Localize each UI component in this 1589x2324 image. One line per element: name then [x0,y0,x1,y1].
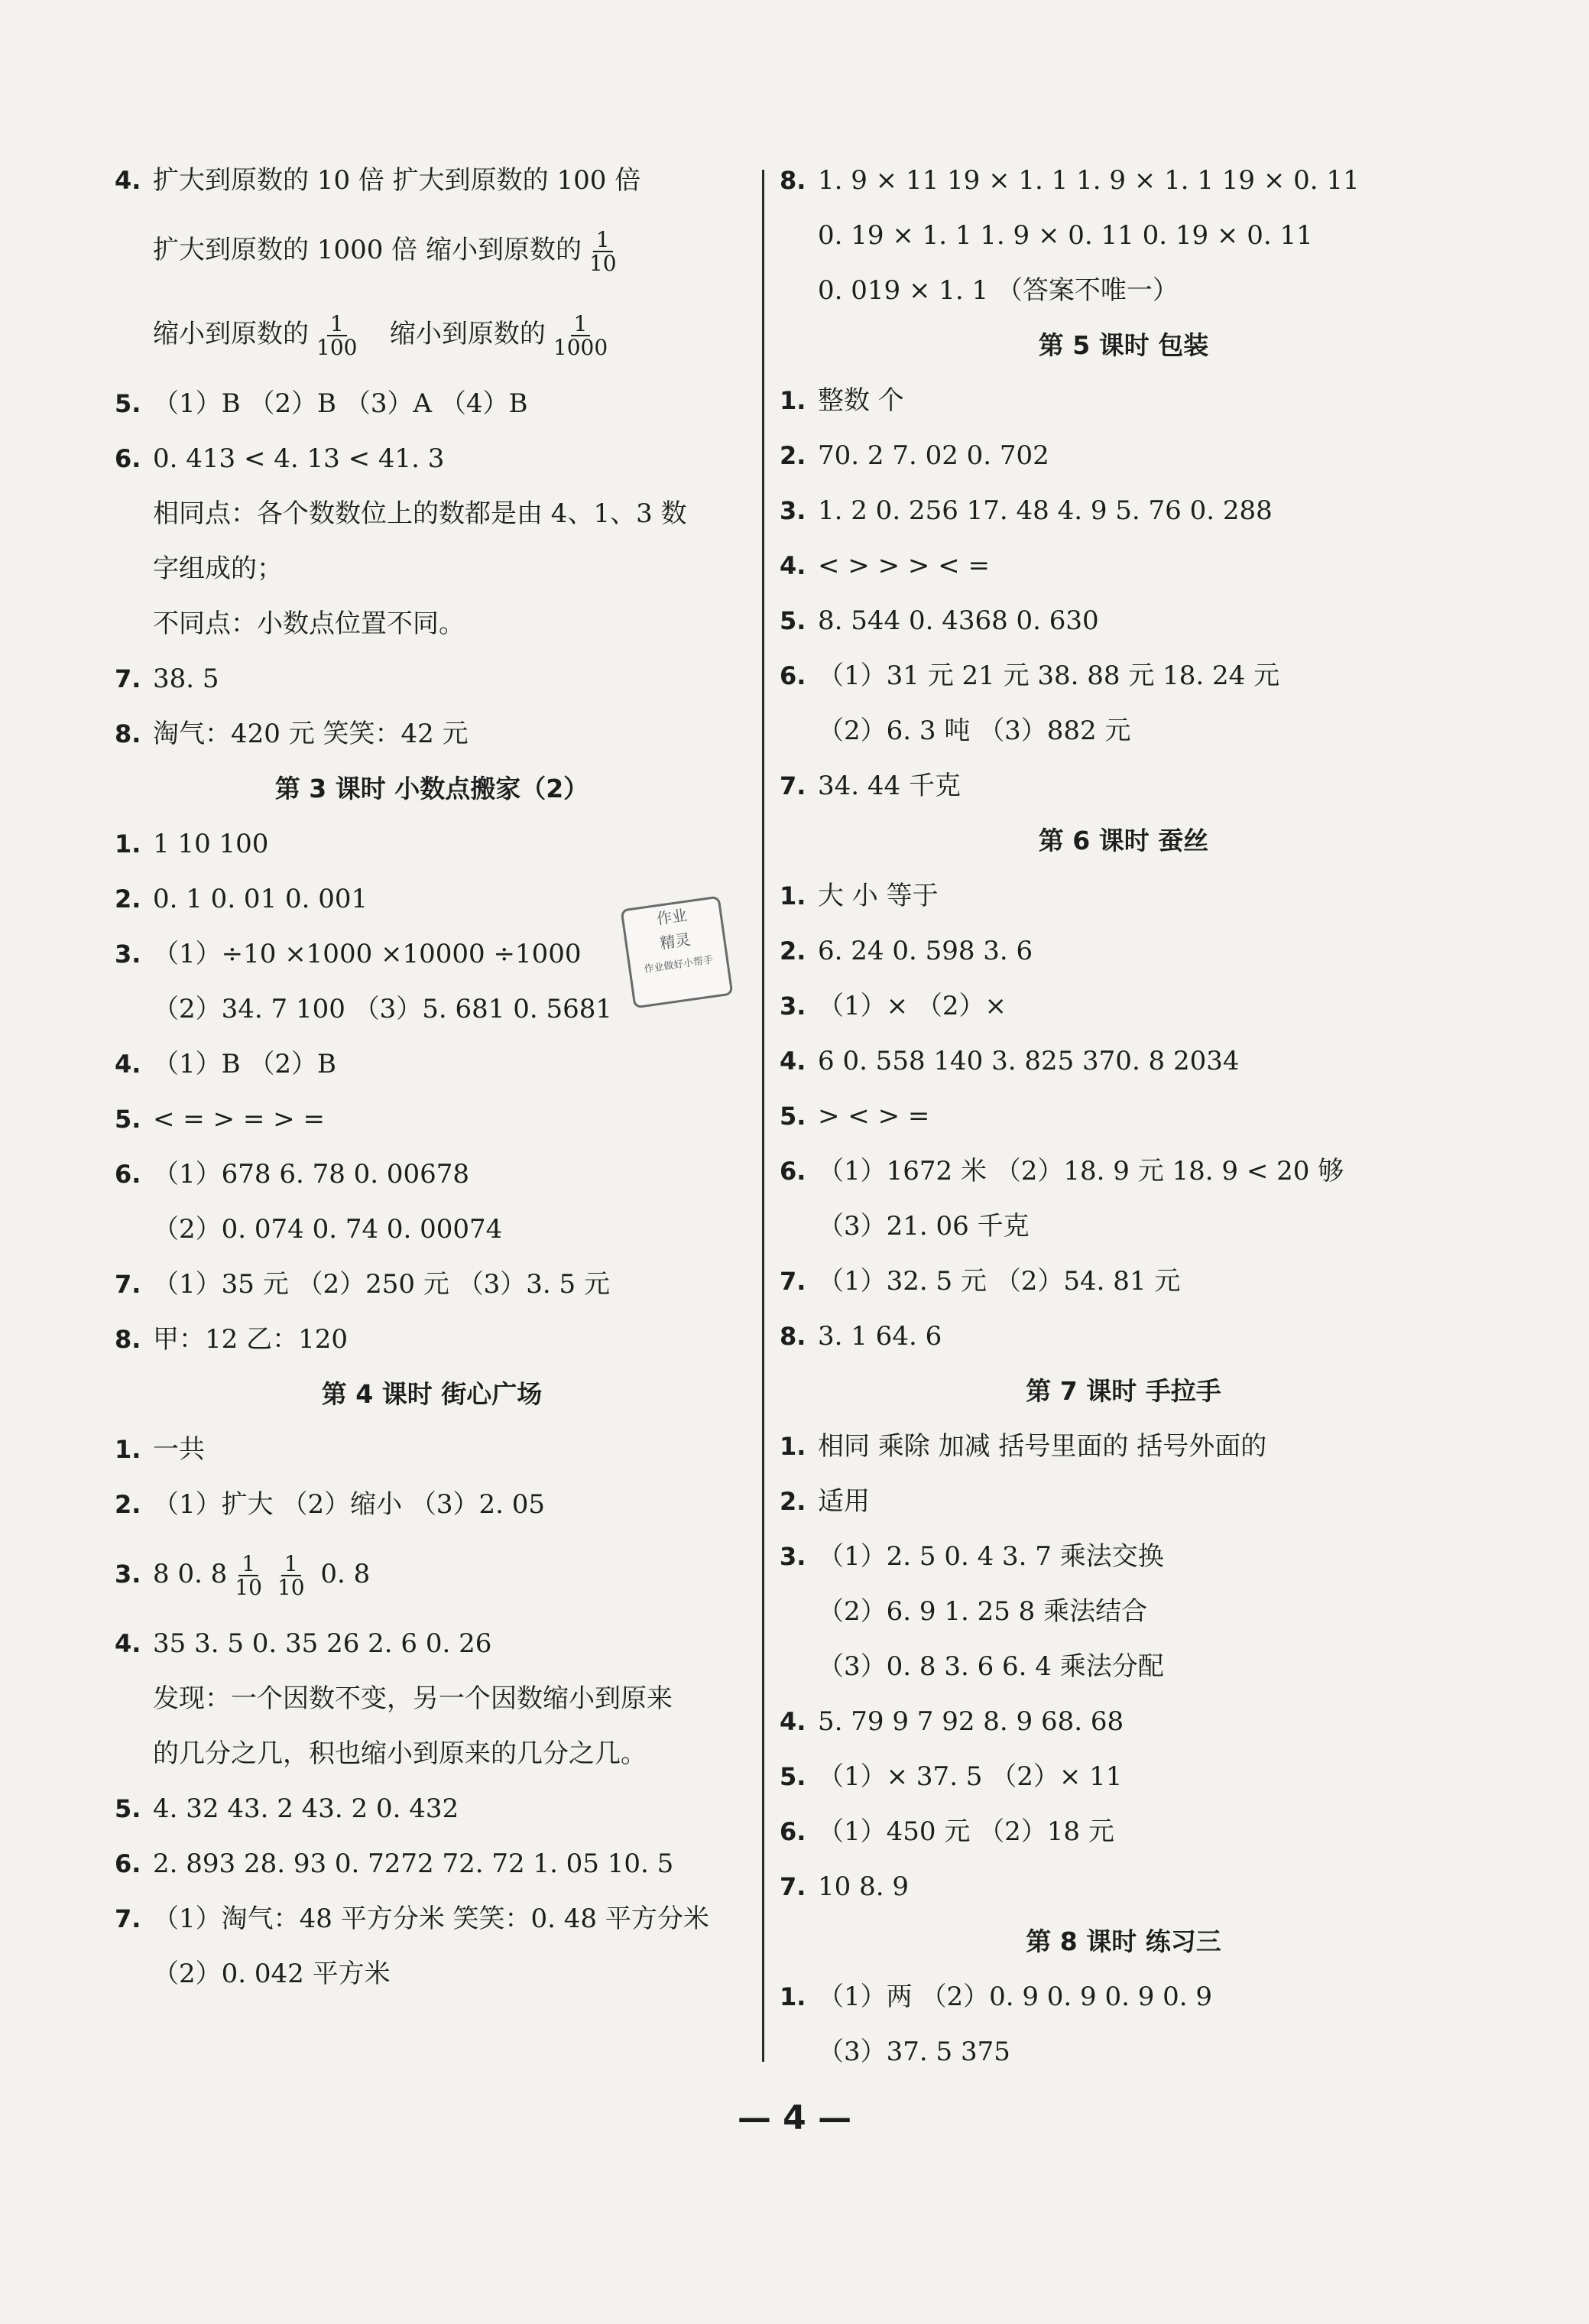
item-number: 6. [780,1157,806,1186]
column-divider [762,170,764,2062]
item-number: 5. [780,1102,806,1131]
answer-line [780,2024,1467,2079]
answer-line [115,1477,749,1532]
section-heading: 第 6 课时 蚕丝 [1038,826,1209,855]
answer-text: 70. 2 7. 02 0. 702 [818,440,1049,471]
fraction: $\frac{1}{10}$ [277,1550,305,1600]
answer-text: （1）两 （2）0. 9 0. 9 0. 9 0. 9 [818,1982,1213,2012]
item-number: 3. [115,1560,141,1589]
answer-text: 相同点：各个数数位上的数都是由 4、1、3 数 [153,498,687,529]
answer-text: 1 10 100 [153,829,269,859]
answer-line [115,208,749,292]
answer-line [780,1034,1467,1089]
answer-text: 1. 2 0. 256 17. 48 4. 9 5. 76 0. 288 [818,495,1273,526]
answer-line [780,1804,1467,1859]
item-number: 3. [115,940,141,969]
answer-text: 整数 个 [818,385,904,416]
answer-text: 5. 79 9 7 92 8. 9 68. 68 [818,1706,1124,1737]
section-heading: 第 8 课时 练习三 [1026,1926,1221,1956]
answer-text: 甲：12 乙：120 [153,1324,348,1355]
item-number: 1. [115,1435,141,1464]
answer-text: 适用 [818,1486,870,1517]
answer-line [115,1202,749,1257]
item-number: 5. [115,1105,141,1134]
answer-text: 缩小到原数的 [153,319,309,349]
answer-text: （2）6. 3 吨 （3）882 元 [818,716,1131,746]
answer-line [780,1749,1467,1804]
item-number: 4. [780,551,806,580]
answer-line [115,292,749,376]
answer-text: （3）21. 06 千克 [818,1211,1030,1242]
item-number: 8. [780,1322,806,1351]
answer-line [115,431,749,486]
answer-line [115,1616,749,1671]
answer-line [115,376,749,431]
answer-line [115,651,749,706]
answer-text: （1）× （2）× [818,991,1007,1021]
answer-line [115,486,749,541]
answer-text: 6. 24 0. 598 3. 6 [818,936,1033,966]
item-number: 8. [115,1325,141,1354]
answer-line [115,1726,749,1781]
item-number: 2. [780,936,806,966]
answer-text: 不同点：小数点位置不同。 [153,609,465,639]
answer-line [780,1144,1467,1199]
answer-line [115,1092,749,1147]
answer-line [780,1089,1467,1144]
answer-line [115,816,749,872]
answer-line [780,1859,1467,1914]
item-number: 2. [780,441,806,470]
answer-text: 的几分之几，积也缩小到原来的几分之几。 [153,1738,647,1769]
answer-text: 0. 8 [320,1559,371,1589]
answer-text: 大 小 等于 [818,881,939,911]
item-number: 1. [780,386,806,415]
answer-text: （1）× 37. 5 （2）× 11 [818,1761,1123,1792]
item-number: 3. [780,1542,806,1571]
item-number: 6. [115,444,141,473]
section-heading: 第 3 课时 小数点搬家（2） [274,774,589,803]
answer-text: （1）扩大 （2）缩小 （3）2. 05 [153,1489,546,1520]
answer-text: > < > = [818,1101,930,1131]
answer-text: （1）B （2）B （3）A （4）B [153,388,528,419]
answer-line [780,923,1467,979]
item-number: 6. [780,661,806,690]
answer-line [780,979,1467,1034]
item-number: 7. [115,1270,141,1299]
answer-line [780,703,1467,758]
answer-text: （2）0. 074 0. 74 0. 00074 [153,1214,503,1245]
item-number: 7. [115,1904,141,1933]
answer-line [780,1584,1467,1639]
answer-line [115,1257,749,1312]
answer-line [780,1419,1467,1474]
answer-text: （2）6. 9 1. 25 8 乘法结合 [818,1596,1148,1627]
answer-line [780,593,1467,648]
answer-line [780,208,1467,263]
answer-line [780,1309,1467,1364]
right-column [780,153,1467,2079]
left-column [115,153,749,2001]
answer-text: 扩大到原数的 1000 倍 缩小到原数的 [153,235,582,265]
answer-text: （1）32. 5 元 （2）54. 81 元 [818,1266,1181,1297]
answer-text: （3）37. 5 375 [818,2037,1010,2067]
item-number: 6. [115,1160,141,1189]
item-number: 4. [780,1707,806,1736]
answer-text: 6 0. 558 140 3. 825 370. 8 2034 [818,1046,1240,1076]
watermark-stamp: 作业 精灵 作业做好小帮手 [621,896,734,1009]
answer-text: （1）÷10 ×1000 ×10000 ÷1000 [153,939,582,969]
item-number: 4. [115,1629,141,1658]
item-number: 2. [115,884,141,914]
item-number: 1. [780,1982,806,2011]
answer-line [115,1312,749,1367]
answer-text: （1）35 元 （2）250 元 （3）3. 5 元 [153,1269,610,1300]
answer-text: 0. 19 × 1. 1 1. 9 × 0. 11 0. 19 × 0. 11 [818,220,1313,251]
answer-text: （1）31 元 21 元 38. 88 元 18. 24 元 [818,661,1280,691]
answer-line [115,1781,749,1836]
section-heading: 第 4 课时 街心广场 [321,1379,543,1409]
item-number: 4. [115,1050,141,1079]
answer-text: 38. 5 [153,664,219,694]
answer-text: （2）0. 042 平方米 [153,1959,391,1989]
answer-text: < > > > < = [818,550,990,581]
item-number: 7. [780,1267,806,1296]
answer-line [780,1254,1467,1309]
answer-line [115,1891,749,1946]
answer-line [115,541,749,596]
answer-text: （3）0. 8 3. 6 6. 4 乘法分配 [818,1651,1164,1682]
item-number: 8. [780,166,806,195]
answer-line [780,1639,1467,1694]
item-number: 2. [780,1487,806,1516]
answer-line [115,1422,749,1477]
section-heading: 第 5 课时 包装 [1038,330,1209,360]
answer-line [780,1199,1467,1254]
answer-line [780,1474,1467,1529]
answer-text: 缩小到原数的 [389,319,546,349]
answer-text: 扩大到原数的 10 倍 扩大到原数的 100 倍 [153,165,641,196]
answer-text: 10 8. 9 [818,1871,909,1902]
answer-line [115,596,749,651]
item-number: 1. [115,829,141,859]
fraction: $\frac{1}{100}$ [316,310,358,360]
answer-text: 0. 019 × 1. 1 （答案不唯一） [818,275,1179,306]
answer-line [780,868,1467,923]
item-number: 7. [780,1872,806,1901]
answer-line [780,1969,1467,2024]
answer-line [780,373,1467,428]
answer-text: 淘气：420 元 笑笑：42 元 [153,719,469,749]
item-number: 8. [115,719,141,748]
answer-text: 一共 [153,1434,205,1465]
answer-text: （1）淘气：48 平方分米 笑笑：0. 48 平方分米 [153,1904,709,1934]
answer-text: 8. 544 0. 4368 0. 630 [818,605,1099,636]
answer-line [780,153,1467,208]
item-number: 4. [780,1047,806,1076]
answer-line [115,153,749,208]
item-number: 1. [780,1432,806,1461]
answer-text: （1）2. 5 0. 4 3. 7 乘法交换 [818,1541,1164,1572]
answer-text: 8 0. 8 [153,1559,228,1589]
item-number: 6. [780,1817,806,1846]
answer-line [115,1671,749,1726]
answer-text: 0. 413 < 4. 13 < 41. 3 [153,443,445,474]
answer-text: 2. 893 28. 93 0. 7272 72. 72 1. 05 10. 5 [153,1848,674,1879]
answer-text: 0. 1 0. 01 0. 001 [153,884,368,914]
item-number: 1. [780,881,806,910]
answer-line [780,758,1467,813]
answer-text: 发现：一个因数不变，另一个因数缩小到原来 [153,1683,673,1714]
answer-line [780,648,1467,703]
answer-line [780,538,1467,593]
fraction: $\frac{1}{10}$ [235,1550,262,1600]
answer-text: 35 3. 5 0. 35 26 2. 6 0. 26 [153,1628,492,1659]
item-number: 4. [115,166,141,195]
answer-text: < = > = > = [153,1104,325,1134]
answer-line [115,1946,749,2001]
answer-text: （1）678 6. 78 0. 00678 [153,1159,470,1190]
answer-line [115,1147,749,1202]
answer-text: （1）450 元 （2）18 元 [818,1816,1114,1847]
item-number: 5. [115,389,141,418]
answer-text: 4. 32 43. 2 43. 2 0. 432 [153,1793,459,1824]
answer-text: 字组成的； [153,553,283,584]
answer-text: （2）34. 7 100 （3）5. 681 0. 5681 [153,994,613,1024]
answer-text: （1）1672 米 （2）18. 9 元 18. 9 < 20 够 [818,1156,1344,1186]
answer-line [115,1532,749,1616]
answer-text: 相同 乘除 加减 括号里面的 括号外面的 [818,1431,1267,1462]
answer-line [115,1836,749,1891]
answer-line [115,706,749,761]
item-number: 7. [780,771,806,800]
answer-line [780,263,1467,318]
item-number: 5. [115,1794,141,1823]
answer-line [780,1529,1467,1584]
answer-text: 34. 44 千克 [818,771,961,801]
answer-text: （1）B （2）B [153,1049,337,1079]
item-number: 3. [780,496,806,525]
answer-line [780,483,1467,538]
item-number: 7. [115,664,141,693]
answer-text: 1. 9 × 11 19 × 1. 1 1. 9 × 1. 1 19 × 0. 11 [818,165,1360,196]
answer-text: 3. 1 64. 6 [818,1321,942,1352]
section-heading: 第 7 课时 手拉手 [1026,1376,1221,1406]
item-number: 5. [780,1762,806,1791]
answer-line [115,1037,749,1092]
fraction: $\frac{1}{1000}$ [553,310,608,360]
fraction: $\frac{1}{10}$ [589,226,617,276]
item-number: 5. [780,606,806,635]
item-number: 6. [115,1849,141,1878]
item-number: 3. [780,992,806,1021]
answer-line [780,1694,1467,1749]
answer-line [780,428,1467,483]
page-number: — 4 — [737,2098,852,2137]
item-number: 2. [115,1490,141,1519]
